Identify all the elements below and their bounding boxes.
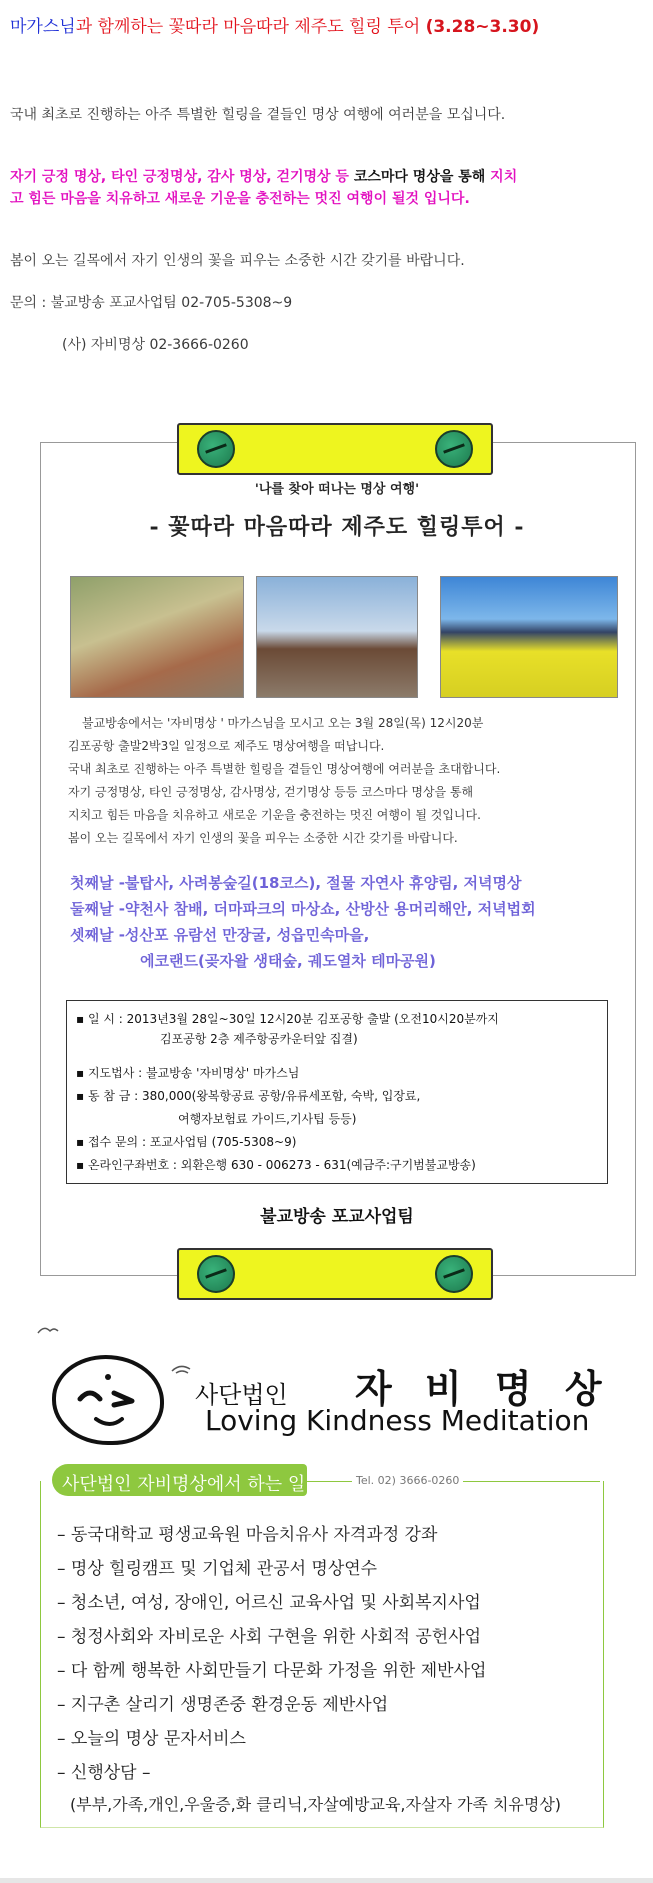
logo-name: 자 비 명 상 — [355, 1367, 612, 1411]
activity-item: – 동국대학교 평생교육원 마음치유사 자격과정 강좌 — [57, 1525, 438, 1545]
title-dates: (3.28~3.30) — [425, 17, 540, 37]
activities-tel: Tel. 02) 3666-0260 — [352, 1474, 463, 1487]
poster-desc-line: 지치고 힘든 마음을 치유하고 새로운 기운을 충전하는 멋진 여행이 될 것입니다. — [68, 808, 481, 822]
poster-title: - 꽃따라 마음따라 제주도 힐링투어 - — [149, 514, 525, 540]
title-main: 과 함께하는 꽃따라 마음따라 제주도 힐링 투어 — [75, 17, 426, 37]
info-teacher: ▪ 지도법사 : 불교방송 '자비명상' 마가스님 — [76, 1066, 300, 1080]
info-date: ▪ 일 시 : 2013년3월 28일~30일 12시20분 김포공항 출발 (오전10시20분까지 — [76, 1012, 499, 1026]
photo-temple — [256, 576, 418, 698]
activity-item: – 신행상담 – — [57, 1763, 151, 1783]
schedule-day-3: 셋째날 -성산포 유람선 만장굴, 성읍민속마을, — [70, 926, 370, 944]
info-fee: ▪ 동 참 금 : 380,000(왕복항공료 공항/유류세포함, 숙박, 입장료, — [76, 1089, 421, 1103]
activity-item: – 다 함께 행복한 사회만들기 다문화 가정을 위한 제반사업 — [57, 1661, 487, 1681]
poster-desc-line: 불교방송에서는 '자비명상 ' 마가스님을 모시고 오는 3월 28일(목) 12시20분 — [82, 716, 484, 730]
contact-jabi: (사) 자비명상 02-3666-0260 — [62, 337, 249, 353]
photo-canola-field — [440, 576, 618, 698]
intro-meditations: 자기 긍정 명상, 타인 긍정명상, 감사 명상, 걷기명상 등 — [10, 169, 354, 185]
intro-line-2 — [10, 166, 517, 186]
intro-line-4: 봄이 오는 길목에서 자기 인생의 꽃을 피우는 소중한 시간 갖기를 바랍니다. — [10, 253, 465, 269]
schedule-day-1: 첫째날 -불탑사, 사려봉숲길(18코스), 절물 자연사 휴양림, 저녁명상 — [70, 874, 522, 892]
poster-desc-line: 국내 최초로 진행하는 아주 특별한 힐링을 곁들인 명상여행에 여러분을 초대합니다. — [68, 762, 501, 776]
smiling-face-logo-icon — [52, 1355, 164, 1445]
contact-bbs: 문의 : 불교방송 포교사업팀 02-705-5308~9 — [10, 295, 293, 311]
pin-icon — [435, 1255, 473, 1293]
activity-item: – 청소년, 여성, 장애인, 어르신 교육사업 및 사회복지사업 — [57, 1593, 481, 1613]
intro-course: 코스마다 명상을 통해 — [353, 169, 491, 185]
poster-organizer: 불교방송 포교사업팀 — [260, 1207, 414, 1227]
poster-desc-line: 자기 긍정명상, 타인 긍정명상, 감사명상, 걷기명상 등등 코스마다 명상을 통해 — [68, 785, 474, 799]
activity-item: – 지구촌 살리기 생명존중 환경운동 제반사업 — [57, 1695, 389, 1715]
pin-icon — [197, 1255, 235, 1293]
bottom-divider — [0, 1878, 653, 1883]
schedule-day-2: 둘째날 -약천사 참배, 더마파크의 마상쇼, 산방산 용머리해안, 저녁법회 — [70, 900, 536, 918]
poster-desc-line: 김포공항 출발2박3일 일정으로 제주도 명상여행을 떠납니다. — [68, 739, 385, 753]
bird-icon — [170, 1362, 192, 1381]
sparkle-icon — [36, 1322, 60, 1334]
logo-prefix: 사단법인 — [195, 1381, 288, 1409]
poster-clip-top — [177, 423, 493, 475]
poster-clip-bottom — [177, 1248, 493, 1300]
info-fee-cont: 여행자보험료 가이드,기사팁 등등) — [178, 1112, 357, 1126]
activity-item-detail: (부부,가족,개인,우울증,화 클리닉,자살예방교육,자살자 가족 치유명상) — [70, 1795, 562, 1814]
activity-item: – 명상 힐링캠프 및 기업체 관공서 명상연수 — [57, 1559, 378, 1579]
info-account: ▪ 온라인구좌번호 : 외환은행 630 - 006273 - 631(예금주:구기범불교방송) — [76, 1158, 476, 1172]
page-title — [10, 12, 539, 37]
pin-icon — [435, 430, 473, 468]
activities-tab-label: 사단법인 자비명상에서 하는 일 — [62, 1474, 306, 1495]
info-date-cont: 김포공항 2층 제주항공카운터앞 집결) — [160, 1032, 358, 1046]
schedule-day-3-cont: 에코랜드(곶자왈 생태숲, 궤도열차 테마공원) — [140, 952, 436, 970]
poster-desc-line: 봄이 오는 길목에서 자기 인생의 꽃을 피우는 소중한 시간 갖기를 바랍니다. — [68, 831, 458, 845]
intro-line-3: 고 힘든 마음을 치유하고 새로운 기운을 충전하는 멋진 여행이 될것 입니다. — [10, 191, 470, 207]
intro-line-1: 국내 최초로 진행하는 아주 특별한 힐링을 곁들인 명상 여행에 여러분을 모십니다. — [10, 107, 506, 123]
poster-subtitle: '나를 찾아 떠나는 명상 여행' — [254, 482, 420, 497]
activity-item: – 청정사회와 자비로운 사회 구현을 위한 사회적 공헌사업 — [57, 1627, 482, 1647]
title-monk-name: 마가스님 — [10, 17, 76, 37]
info-inquiry: ▪ 접수 문의 : 포교사업팀 (705-5308~9) — [76, 1135, 297, 1149]
activity-item: – 오늘의 명상 문자서비스 — [57, 1729, 246, 1749]
intro-tired: 지치 — [490, 169, 518, 185]
photo-walking-meditation — [70, 576, 244, 698]
logo-english: Loving Kindness Meditation — [205, 1404, 590, 1437]
pin-icon — [197, 430, 235, 468]
